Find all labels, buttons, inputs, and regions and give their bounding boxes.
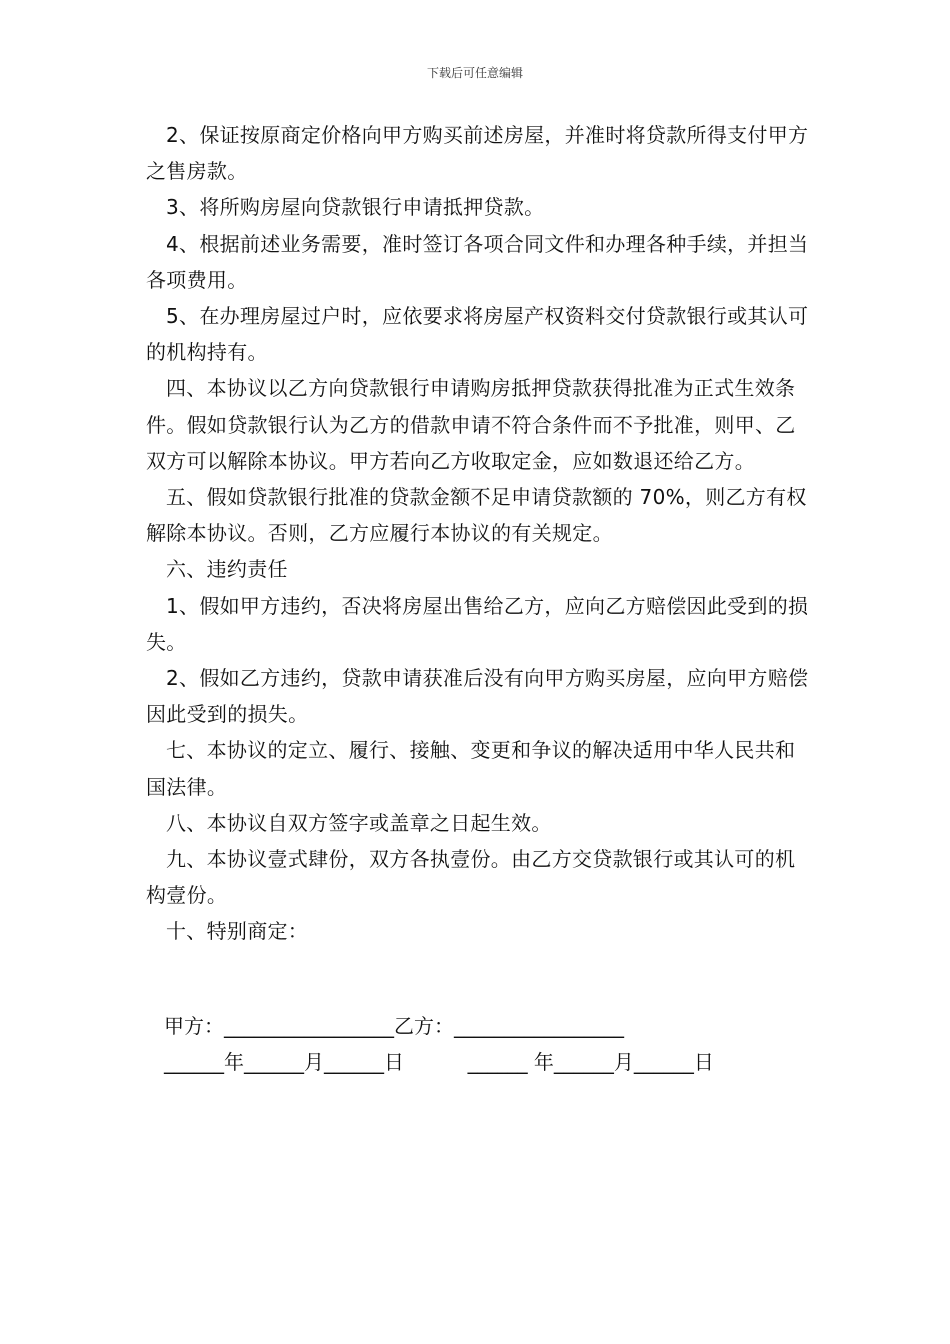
signature-date-line: ______年______月______日 ______ 年______月______日	[164, 1050, 714, 1074]
paragraph-clause-8: 八、本协议自双方签字或盖章之日起生效。	[166, 810, 552, 835]
paragraph-clause-10: 十、特别商定：	[166, 919, 309, 944]
paragraph-item-5: 5、在办理房屋过户时，应依要求将房屋产权资料交付贷款银行或其认可的机构持有。	[146, 304, 809, 365]
paragraph-clause-7: 七、本协议的定立、履行、接触、变更和争议的解决适用中华人民共和国法律。	[146, 738, 796, 799]
signature-party-line: 甲方：_________________乙方：_________________	[164, 1014, 624, 1038]
paragraph-breach-1: 1、假如甲方违约，否决将房屋出售给乙方，应向乙方赔偿因此受到的损失。	[146, 593, 809, 654]
paragraph-item-4: 4、根据前述业务需要，准时签订各项合同文件和办理各种手续，并担当各项费用。	[146, 231, 809, 292]
paragraph-item-3: 3、将所购房屋向贷款银行申请抵押贷款。	[166, 195, 545, 220]
paragraph-clause-9: 九、本协议壹式肆份，双方各执壹份。由乙方交贷款银行或其认可的机构壹份。	[146, 847, 796, 908]
document-body	[146, 117, 810, 950]
page-header: 下载后可任意编辑	[426, 66, 523, 80]
paragraph-item-2: 2、保证按原商定价格向甲方购买前述房屋，并准时将贷款所得支付甲方之售房款。	[146, 123, 809, 184]
paragraph-clause-5: 五、假如贷款银行批准的贷款金额不足申请贷款额的 70%，则乙方有权解除本协议。否则，乙方应履行本协议的有关规定。	[146, 485, 807, 546]
paragraph-breach-2: 2、假如乙方违约，贷款申请获准后没有向甲方购买房屋，应向甲方赔偿因此受到的损失。	[146, 666, 809, 727]
section-heading-breach: 六、违约责任	[166, 557, 288, 582]
paragraph-clause-4: 四、本协议以乙方向贷款银行申请购房抵押贷款获得批准为正式生效条件。假如贷款银行认为乙方的借款申请不符合条件而不予批准，则甲、乙双方可以解除本协议。甲方若向乙方收取定金，应如数退还给乙方。	[146, 376, 796, 473]
